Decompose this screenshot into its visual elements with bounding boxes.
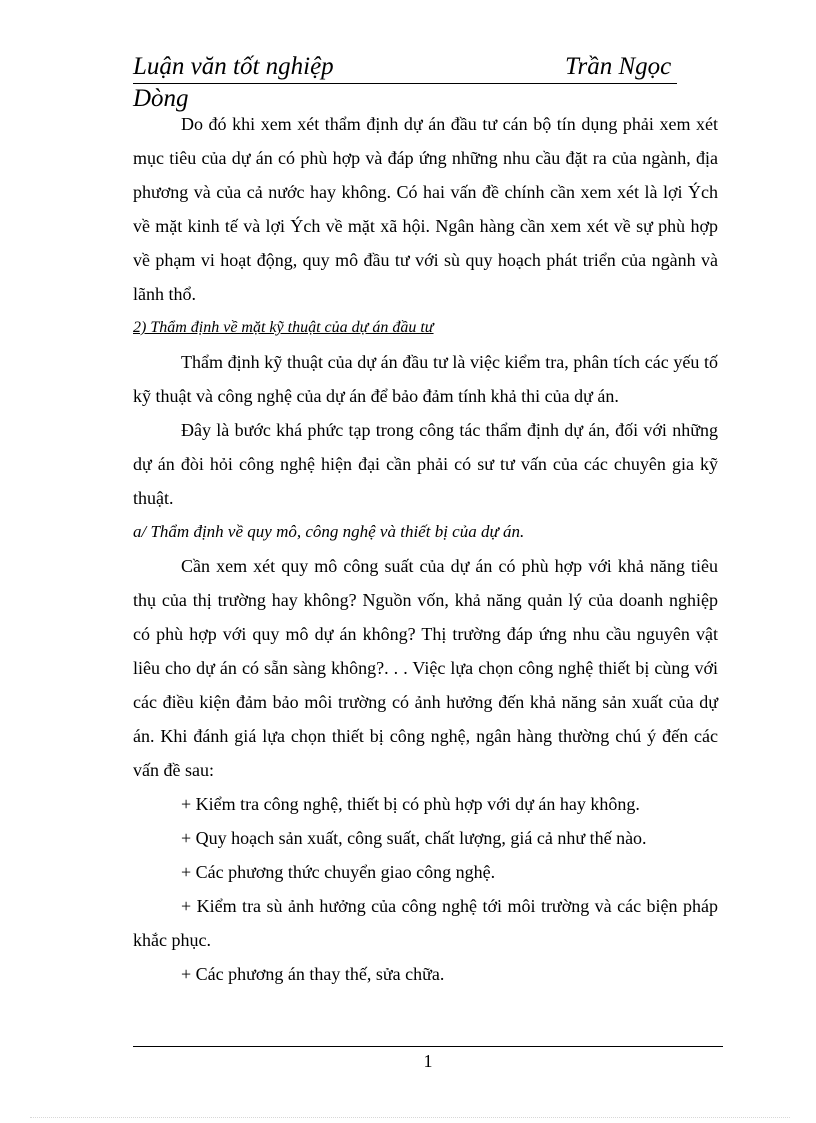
list-item: + Các phương án thay thế, sửa chữa. [181, 964, 445, 984]
paragraph-complexity: Đây là bước khá phức tạp trong công tác thẩm định dự án, đối với những dự án đòi hỏi công nghệ hiện đại cần phải có sư tư vấn của các chuyên gia kỹ thuật. [133, 420, 718, 508]
page-number: 1 [423, 1051, 433, 1071]
paragraph-objectives: Do đó khi xem xét thẩm định dự án đầu tư cán bộ tín dụng phải xem xét mục tiêu của dự án có phù hợp và đáp ứng những nhu cầu đặt ra của ngành, địa phương và của cả nước hay không. Có hai vấn đề chính cần xem xét là lợi Ých về mặt kinh tế và lợi Ých về mặt xã hội. Ngân hàng cần xem xét về sự phù hợp về phạm vi hoạt động, quy mô đầu tư với sù quy hoạch phát triển của ngành và lãnh thổ. [133, 114, 718, 304]
list-item: + Quy hoạch sản xuất, công suất, chất lượng, giá cả như thế nào. [181, 828, 647, 848]
document-body [133, 107, 718, 991]
list-item: + Kiểm tra sù ảnh hưởng của công nghệ tới môi trường và các biện pháp khắc phục. [133, 896, 718, 950]
paragraph-technical-definition: Thẩm định kỹ thuật của dự án đầu tư là việc kiểm tra, phân tích các yếu tố kỹ thuật và công nghệ của dự án để bảo đảm tính khả thi của dự án. [133, 352, 718, 406]
footer-divider [133, 1046, 723, 1047]
header-title: Luận văn tốt nghiệp [133, 53, 334, 80]
page-header [133, 50, 677, 114]
section-heading-technical: 2) Thẩm định về mặt kỹ thuật của dự án đầu tư [133, 319, 434, 336]
header-author-continued: Dòng [133, 85, 189, 112]
header-line [133, 50, 677, 84]
list-item: + Kiểm tra công nghệ, thiết bị có phù hợp với dự án hay không. [181, 794, 640, 814]
paragraph-scale: Cần xem xét quy mô công suất của dự án có phù hợp với khả năng tiêu thụ của thị trường hay không? Nguồn vốn, khả năng quản lý của doanh nghiệp có phù hợp với quy mô dự án không? Thị trường đáp ứng nhu cầu nguyên vật liêu cho dự án có sẵn sàng không?. . . Việc lựa chọn công nghệ thiết bị cùng với các điều kiện đảm bảo môi trường có ảnh hưởng đến khả năng sản xuất của dự án. Khi đánh giá lựa chọn thiết bị công nghệ, ngân hàng thường chú ý đến các vấn đề sau: [133, 556, 718, 780]
list-item: + Các phương thức chuyển giao công nghệ. [181, 862, 496, 882]
subsection-heading-scale: a/ Thẩm định về quy mô, công nghệ và thiết bị của dự án. [133, 522, 525, 541]
page-edge-divider [30, 1117, 790, 1118]
header-author: Trần Ngọc [565, 53, 672, 80]
